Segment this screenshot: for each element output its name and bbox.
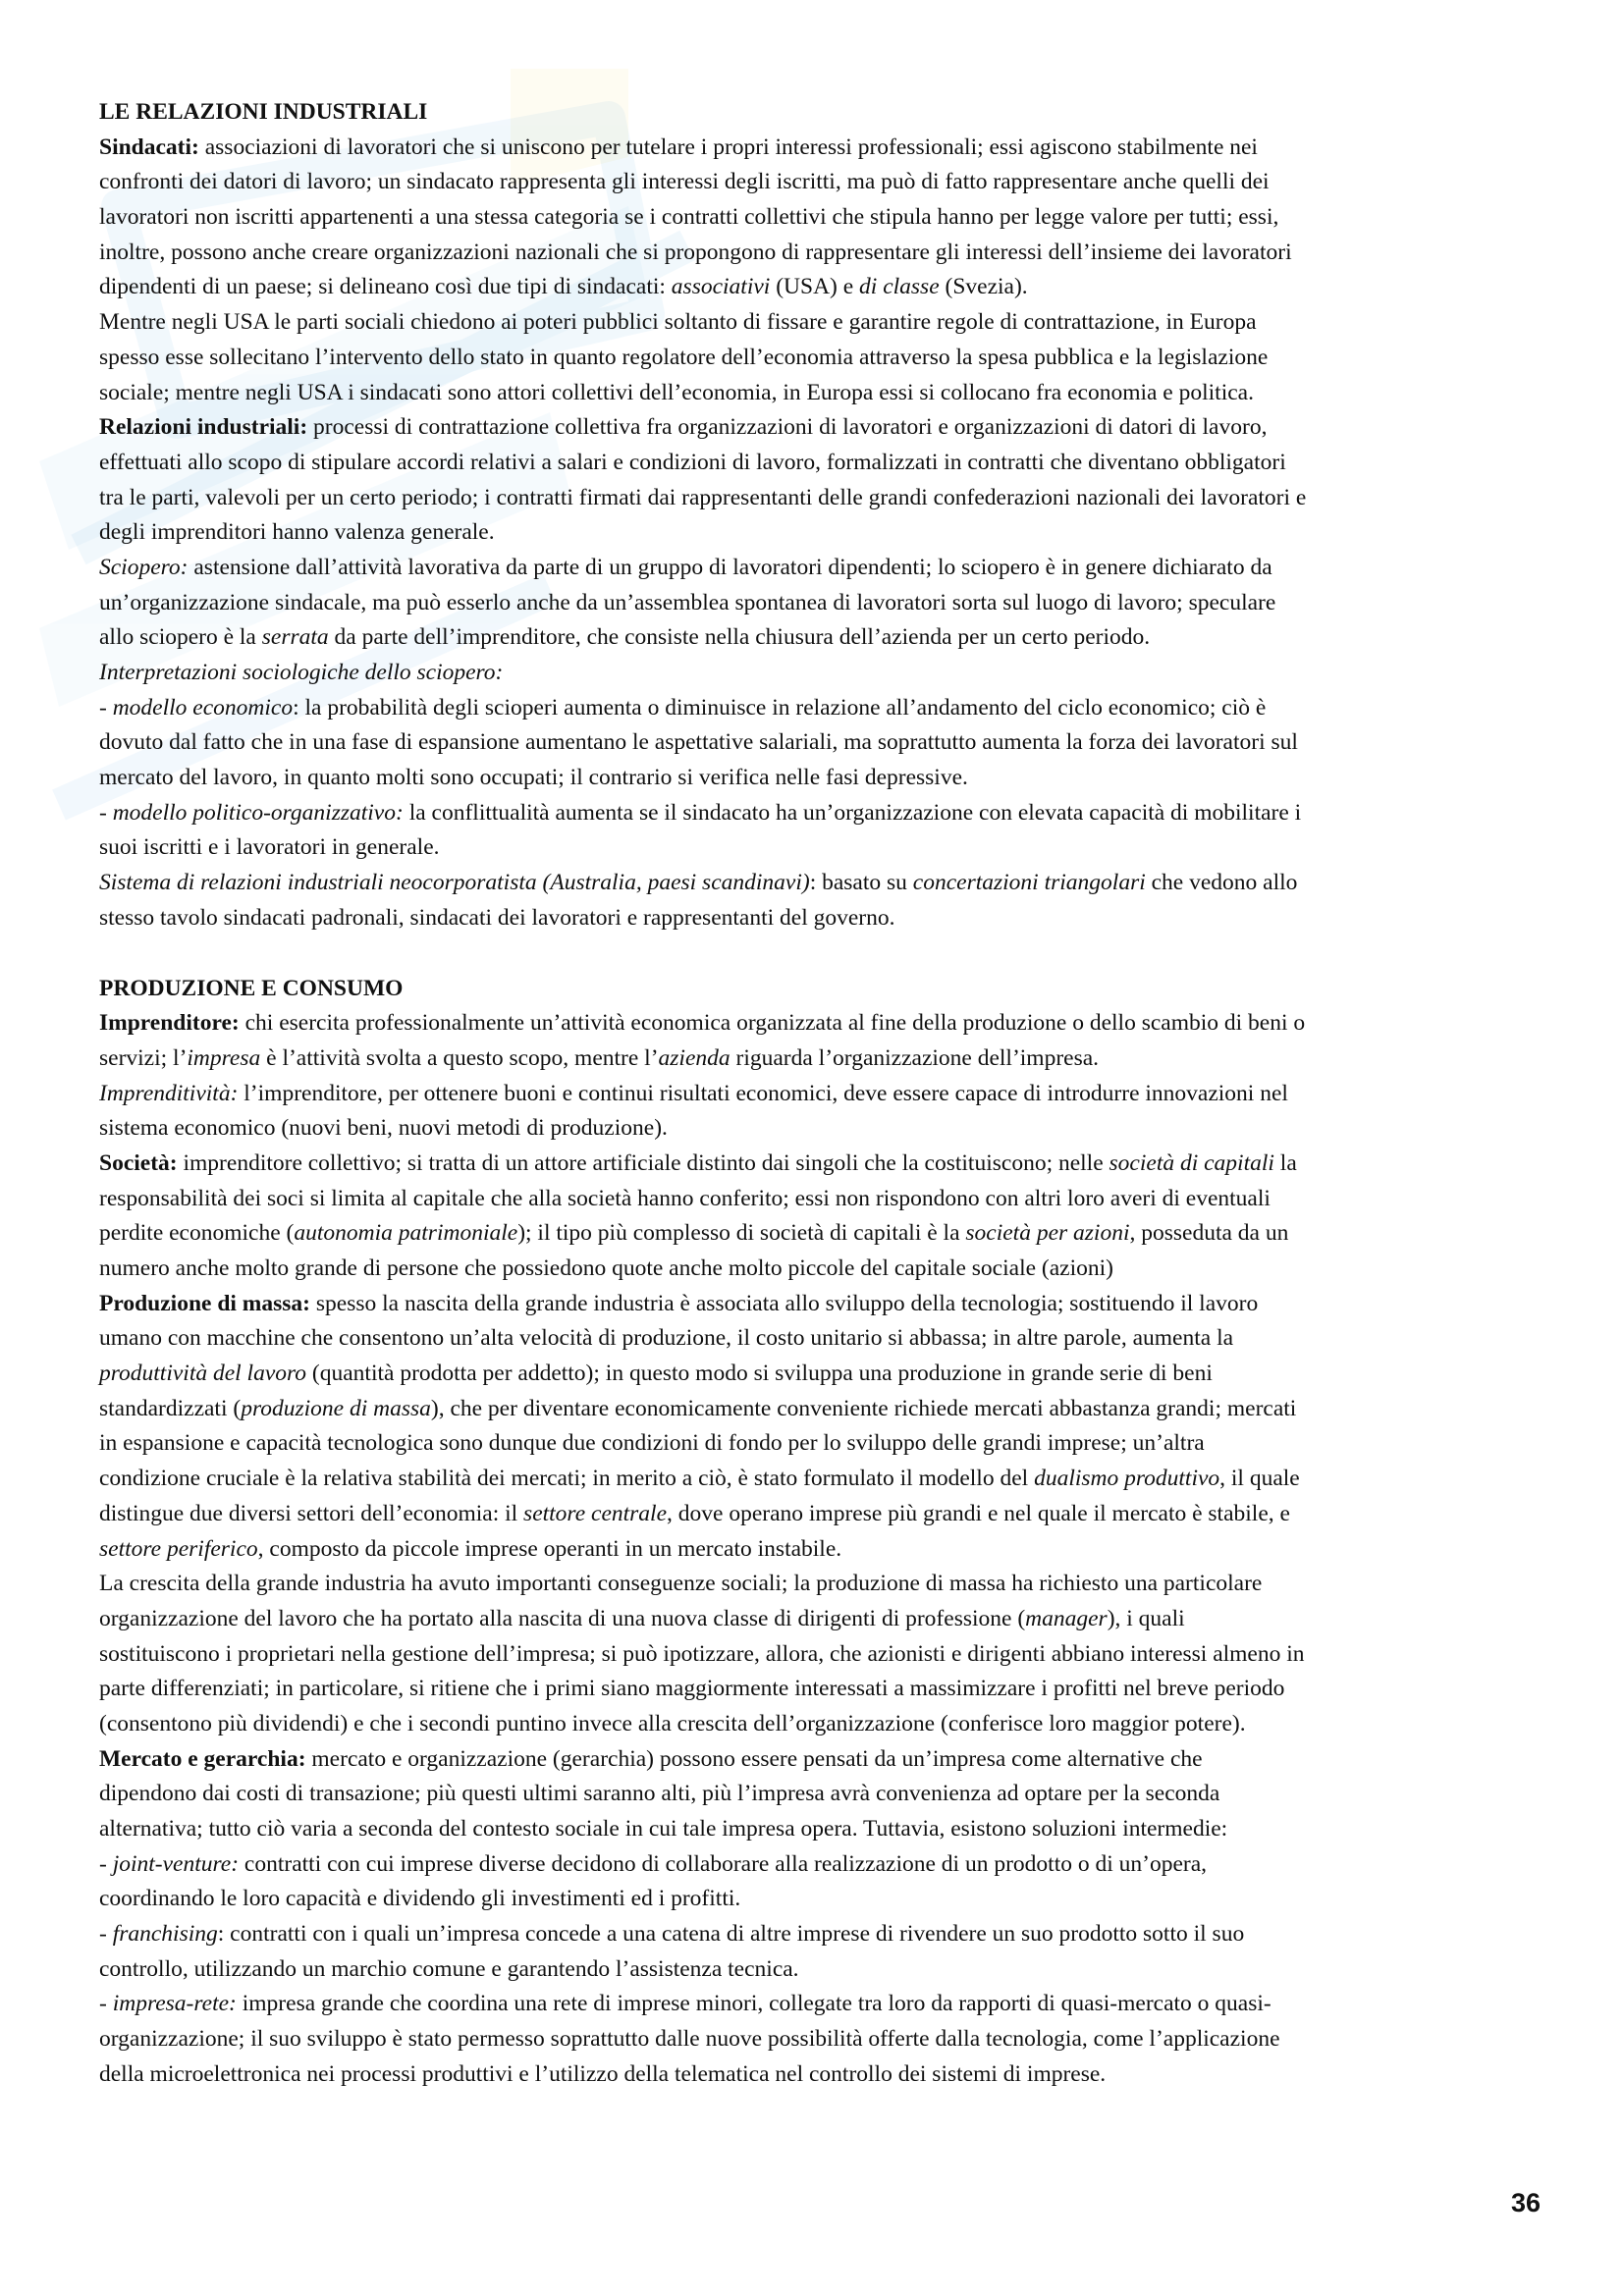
text-run: contratti con cui imprese diverse decidono di collaborare alla realizzazione di un prodotto o di un’opera,	[239, 1850, 1208, 1877]
italic-term: Interpretazioni sociologiche dello sciopero:	[99, 660, 504, 685]
text-line	[99, 1426, 1533, 1462]
text-run: suoi iscritti e i lavoratori in generale.	[99, 834, 440, 861]
text-line	[99, 1602, 1533, 1637]
text-line	[99, 866, 1533, 901]
text-run: (quantità prodotta per addetto); in questo modo si sviluppa una produzione in grande serie di beni	[306, 1361, 1213, 1387]
italic-term: modello politico-organizzativo:	[112, 799, 404, 826]
bold-term: PRODUZIONE E CONSUMO	[99, 975, 404, 1001]
text-run: ), i quali	[1107, 1605, 1185, 1631]
text-run: alternativa; tutto ciò varia a seconda del contesto sociale in cui tale impresa opera. Tuttavia, esistono soluzioni intermedie:	[99, 1816, 1228, 1842]
text-line	[99, 830, 1533, 866]
italic-term: manager	[1025, 1605, 1108, 1631]
text-run: standardizzati (	[99, 1395, 242, 1421]
text-line	[99, 341, 1533, 376]
text-line	[99, 1952, 1533, 1988]
text-run: (USA) e	[770, 274, 860, 300]
text-line	[99, 1041, 1533, 1077]
text-line	[99, 691, 1533, 726]
italic-term: dualismo produttivo	[1034, 1466, 1220, 1492]
text-run: , dove operano imprese più grandi e nel quale il mercato è stabile, e	[667, 1500, 1290, 1526]
italic-term: azienda	[658, 1044, 730, 1071]
text-line	[99, 236, 1533, 271]
text-run: dovuto dal fatto che in una fase di espansione aumentano le aspettative salariali, ma soprattutto aumenta la forza dei lavoratori sul	[99, 729, 1298, 756]
text-run: -	[99, 799, 113, 826]
text-line	[99, 95, 1533, 131]
italic-term: serrata	[261, 624, 329, 651]
text-line	[99, 1637, 1533, 1673]
text-line	[99, 1077, 1533, 1112]
italic-term: società per azioni	[965, 1220, 1130, 1247]
text-run: confronti dei datori di lavoro; un sindacato rappresenta gli interessi degli iscritti, ma può di fatto rappresentare anche quelli dei	[99, 169, 1270, 195]
text-run: da parte dell’imprenditore, che consiste nella chiusura dell’azienda per un certo periodo.	[328, 624, 1151, 651]
text-run: la conflittualità aumenta se il sindacato ha un’organizzazione con elevata capacità di mobilitare i	[403, 799, 1302, 826]
text-run: allo sciopero è la	[99, 624, 262, 651]
text-line	[99, 1532, 1533, 1568]
text-run: organizzazione del lavoro che ha portato alla nascita di una nuova classe di dirigenti di professione (	[99, 1605, 1026, 1631]
text-line	[99, 1462, 1533, 1497]
text-run: sociale; mentre negli USA i sindacati sono attori collettivi dell’economia, in Europa essi si collocano fra economia e politica.	[99, 379, 1254, 405]
text-line	[99, 1847, 1533, 1883]
text-line	[99, 725, 1533, 761]
bold-term: LE RELAZIONI INDUSTRIALI	[99, 99, 428, 125]
italic-term: settore periferico	[99, 1535, 258, 1562]
text-line	[99, 481, 1533, 516]
text-run: riguarda l’organizzazione dell’impresa.	[730, 1044, 1100, 1071]
text-run: inoltre, possono anche creare organizzazioni nazionali che si propongono di rappresentare gli interessi dell’insieme dei lavoratori	[99, 239, 1292, 265]
text-run: -	[99, 694, 113, 721]
italic-term: joint-venture:	[112, 1850, 240, 1877]
text-line	[99, 2022, 1533, 2057]
text-line	[99, 1321, 1533, 1357]
text-line	[99, 656, 1533, 691]
text-line	[99, 1567, 1533, 1602]
text-line	[99, 1497, 1533, 1532]
text-run: numero anche molto grande di persone che possiedono quote anche molto piccole del capitale sociale (azioni)	[99, 1255, 1113, 1281]
text-line	[99, 1147, 1533, 1182]
text-line	[99, 1252, 1533, 1287]
bold-term: Mercato e gerarchia:	[99, 1745, 306, 1772]
text-line	[99, 901, 1533, 936]
bold-term: Sindacati:	[99, 133, 199, 160]
text-run: -	[99, 1991, 113, 2017]
text-line	[99, 1777, 1533, 1812]
text-run: parte differenziati; in particolare, si ritiene che i primi siano maggiormente interessati a massimizzare i profitti nel breve periodo	[99, 1676, 1285, 1702]
text-run: (consentono più dividendi) e che i secondi puntino invece alla crescita dell’organizzazione (conferisce loro maggior potere).	[99, 1710, 1246, 1736]
text-run: l’imprenditore, per ottenere buoni e continui risultati economici, deve essere capace di introdurre innovazioni nel	[238, 1080, 1288, 1106]
text-run: , composto da piccole imprese operanti in un mercato instabile.	[257, 1535, 842, 1562]
text-line	[99, 620, 1533, 656]
text-line	[99, 1707, 1533, 1742]
text-line	[99, 1812, 1533, 1847]
text-line	[99, 2057, 1533, 2093]
text-line	[99, 1392, 1533, 1427]
text-run: dipendono dai costi di transazione; più questi ultimi saranno alti, più l’impresa avrà convenienza ad optare per la seconda	[99, 1781, 1220, 1807]
italic-term: produttività del lavoro	[99, 1361, 307, 1387]
text-run: che vedono allo	[1145, 870, 1298, 896]
bold-term: Società:	[99, 1149, 178, 1176]
text-run: astensione dall’attività lavorativa da parte di un gruppo di lavoratori dipendenti; lo sciopero è in genere dichiarato da	[188, 554, 1272, 580]
text-run: -	[99, 1850, 113, 1877]
bold-term: Imprenditore:	[99, 1010, 240, 1037]
text-line	[99, 551, 1533, 586]
italic-term: Sistema di relazioni industriali neocorporatista (Australia, paesi scandinavi)	[99, 870, 810, 896]
text-run: distingue due diversi settori dell’economia: il	[99, 1500, 524, 1526]
text-run: mercato e organizzazione (gerarchia) possono essere pensati da un’impresa come alternative che	[305, 1745, 1203, 1772]
text-line	[99, 1216, 1533, 1252]
bold-term: Produzione di massa:	[99, 1290, 310, 1316]
text-run: impresa grande che coordina una rete di imprese minori, collegate tra loro da rapporti di quasi-mercato o quasi-	[236, 1991, 1271, 2017]
text-run: organizzazione; il suo sviluppo è stato permesso soprattutto dalle nuove possibilità offerte dalla tecnologia, come l’applicazione	[99, 2026, 1280, 2053]
text-run: è l’attività svolta a questo scopo, mentre l’	[260, 1044, 659, 1071]
text-run: in espansione e capacità tecnologica sono dunque due condizioni di fondo per lo sviluppo delle grandi imprese; un’altra	[99, 1430, 1205, 1457]
text-run: tra le parti, valevoli per un certo periodo; i contratti firmati dai rappresentanti delle grandi confederazioni nazionali dei lavoratori e	[99, 484, 1307, 510]
text-run: Mentre negli USA le parti sociali chiedono ai poteri pubblici soltanto di fissare e garantire regole di contrattazione, in Europa	[99, 309, 1257, 336]
italic-term: società di capitali	[1109, 1149, 1274, 1176]
text-run: imprenditore collettivo; si tratta di un attore artificiale distinto dai singoli che la costituiscono; nelle	[177, 1149, 1109, 1176]
text-run: condizione cruciale è la relativa stabilità dei mercati; in merito a ciò, è stato formulato il modello del	[99, 1466, 1035, 1492]
italic-term: impresa-rete:	[112, 1991, 237, 2017]
text-run: perdite economiche (	[99, 1220, 295, 1247]
text-run: controllo, utilizzando un marchio comune e garantendo l’assistenza tecnica.	[99, 1955, 799, 1982]
text-line	[99, 200, 1533, 236]
text-run: della microelettronica nei processi produttivi e l’utilizzo della telematica nel controllo dei sistemi di imprese.	[99, 2060, 1107, 2087]
italic-term: autonomia patrimoniale	[294, 1220, 518, 1247]
text-line	[99, 270, 1533, 305]
text-line	[99, 761, 1533, 796]
text-line	[99, 1917, 1533, 1952]
text-line	[99, 446, 1533, 481]
page-number: 36	[1510, 2188, 1541, 2217]
text-run: sistema economico (nuovi beni, nuovi metodi di produzione).	[99, 1115, 668, 1142]
text-run: , il quale	[1219, 1466, 1300, 1492]
text-run: associazioni di lavoratori che si uniscono per tutelare i propri interessi professionali; essi agiscono stabilmente nei	[198, 133, 1258, 160]
text-line	[99, 1987, 1533, 2022]
text-line	[99, 376, 1533, 411]
text-run: servizi; l’	[99, 1044, 188, 1071]
italic-term: di classe	[859, 274, 940, 300]
text-run: spesso la nascita della grande industria è associata allo sviluppo della tecnologia; sostituendo il lavoro	[310, 1290, 1259, 1316]
italic-term: associativi	[671, 274, 771, 300]
bold-term: Relazioni industriali:	[99, 414, 308, 441]
text-line	[99, 1882, 1533, 1917]
italic-term: Imprenditività:	[99, 1080, 239, 1106]
text-run: spesso esse sollecitano l’intervento dello stato in quanto regolatore dell’economia attraverso la spesa pubblica e la legislazione	[99, 344, 1269, 370]
italic-term: Sciopero:	[99, 554, 189, 580]
text-line	[99, 972, 1533, 1007]
italic-term: franchising	[112, 1921, 218, 1948]
text-run: processi di contrattazione collettiva fra organizzazioni di lavoratori e organizzazioni di datori di lavoro,	[307, 414, 1268, 441]
text-line	[99, 410, 1533, 446]
blank-line	[99, 936, 1533, 972]
text-run: degli imprenditori hanno valenza generale.	[99, 519, 495, 546]
text-run: lavoratori non iscritti appartenenti a una stessa categoria se i contratti collettivi che stipula hanno per legge valore per tutti; essi,	[99, 204, 1279, 231]
text-line	[99, 1287, 1533, 1322]
text-line	[99, 586, 1533, 621]
text-run: : contratti con i quali un’impresa concede a una catena di altre imprese di rivendere un suo prodotto sotto il suo	[217, 1921, 1245, 1948]
text-line	[99, 1111, 1533, 1147]
text-line	[99, 165, 1533, 200]
text-run: coordinando le loro capacità e dividendo gli investimenti ed i profitti.	[99, 1886, 741, 1912]
italic-term: settore centrale	[523, 1500, 668, 1526]
italic-term: modello economico	[112, 694, 294, 721]
text-run: : basato su	[809, 870, 913, 896]
text-run: la	[1273, 1149, 1297, 1176]
text-run: chi esercita professionalmente un’attività economica organizzata al fine della produzione o dello scambio di beni o	[239, 1010, 1306, 1037]
text-run: sostituiscono i proprietari nella gestione dell’impresa; si può ipotizzare, allora, che azionisti e dirigenti abbiano interessi almeno in	[99, 1640, 1305, 1667]
text-line	[99, 305, 1533, 341]
text-line	[99, 1182, 1533, 1217]
text-run: (Svezia).	[939, 274, 1028, 300]
text-run: ); il tipo più complesso di società di capitali è la	[517, 1220, 966, 1247]
text-run: ), che per diventare economicamente conveniente richiede mercati abbastanza grandi; mercati	[430, 1395, 1297, 1421]
text-run: mercato del lavoro, in quanto molti sono occupati; il contrario si verifica nelle fasi depressive.	[99, 765, 968, 791]
italic-term: produzione di massa	[241, 1395, 431, 1421]
text-run: umano con macchine che consentono un’alta velocità di produzione, il costo unitario si abbassa; in altre parole, aumenta la	[99, 1325, 1234, 1352]
text-line	[99, 1742, 1533, 1778]
italic-term: impresa	[187, 1044, 261, 1071]
text-run: responsabilità dei soci si limita al capitale che alla società hanno conferito; essi non rispondono con altri loro averi di eventuali	[99, 1185, 1271, 1211]
text-line	[99, 1357, 1533, 1392]
text-run: , posseduta da un	[1129, 1220, 1289, 1247]
text-run: dipendenti di un paese; si delineano così due tipi di sindacati:	[99, 274, 672, 300]
text-line	[99, 515, 1533, 551]
text-run: effettuati allo scopo di stipulare accordi relativi a salari e condizioni di lavoro, formalizzati in contratti che diventano obbligatori	[99, 449, 1286, 475]
text-line	[99, 1006, 1533, 1041]
text-run: un’organizzazione sindacale, ma può esserlo anche da un’assemblea spontanea di lavoratori sorta sul luogo di lavoro; speculare	[99, 589, 1276, 615]
text-line	[99, 131, 1533, 166]
text-run: La crescita della grande industria ha avuto importanti conseguenze sociali; la produzione di massa ha richiesto una particolare	[99, 1571, 1263, 1597]
text-line	[99, 1672, 1533, 1707]
text-run: stesso tavolo sindacati padronali, sindacati dei lavoratori e rappresentanti del governo.	[99, 904, 895, 931]
text-line	[99, 796, 1533, 831]
italic-term: concertazioni triangolari	[912, 870, 1146, 896]
page-content	[99, 95, 1533, 2093]
text-run: -	[99, 1921, 113, 1948]
text-run: : la probabilità degli scioperi aumenta o diminuisce in relazione all’andamento del ciclo economico; ciò è	[293, 694, 1267, 721]
